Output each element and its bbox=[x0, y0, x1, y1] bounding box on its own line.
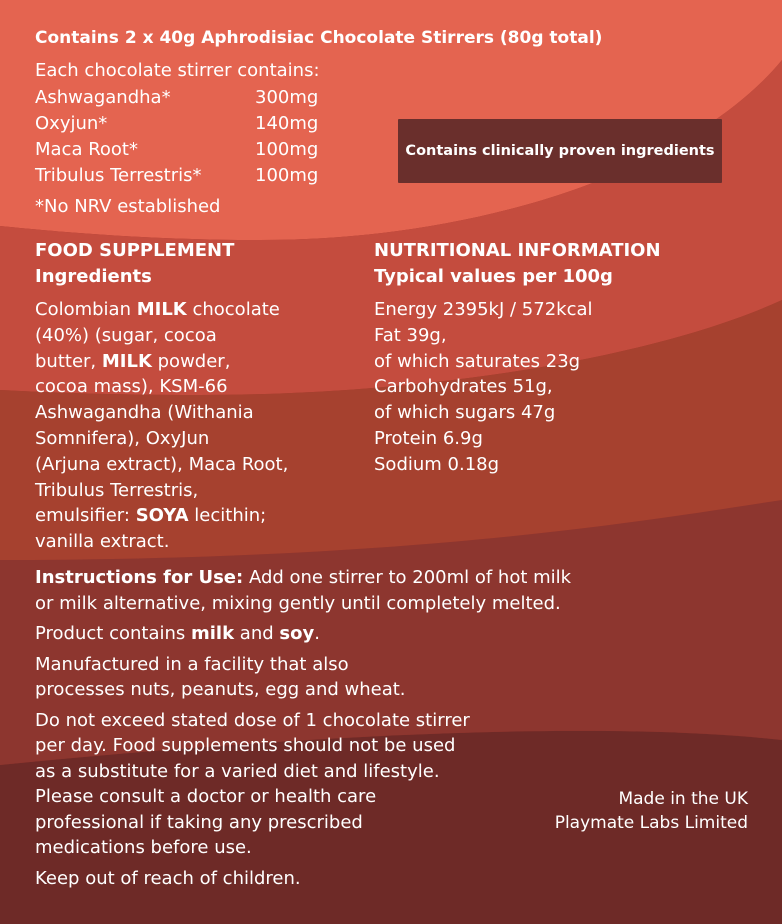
nrv-footnote: *No NRV established bbox=[35, 196, 221, 217]
nutrition-row: of which saturates 23g bbox=[374, 350, 581, 372]
ingredients-line bbox=[35, 452, 355, 478]
instruction-line bbox=[35, 652, 635, 678]
text-segment: medications before use. bbox=[35, 837, 252, 858]
nutrition-subheading: Typical values per 100g bbox=[374, 266, 613, 287]
component-row bbox=[35, 85, 318, 111]
text-segment: Ashwagandha (Withania bbox=[35, 402, 254, 424]
text-segment: (Arjuna extract), Maca Root, bbox=[35, 453, 289, 475]
component-name: Maca Root* bbox=[35, 139, 138, 160]
ingredients-line bbox=[35, 297, 355, 323]
component-row bbox=[35, 111, 318, 137]
text-segment: . bbox=[314, 623, 320, 644]
component-row bbox=[35, 137, 318, 163]
instruction-line bbox=[35, 733, 635, 759]
text-segment: emulsifier: bbox=[35, 505, 136, 527]
ingredients-line bbox=[35, 529, 355, 555]
text-segment: lecithin; bbox=[188, 505, 267, 527]
component-name: Tribulus Terrestris* bbox=[35, 165, 202, 186]
text-segment: Somnifera), OxyJun bbox=[35, 427, 210, 449]
instruction-line bbox=[35, 759, 635, 785]
ingredients-line bbox=[35, 400, 355, 426]
bold-text: milk bbox=[190, 623, 235, 644]
component-name: Oxyjun* bbox=[35, 113, 108, 134]
nutrition-heading: NUTRITIONAL INFORMATION bbox=[374, 240, 661, 261]
nutrition-row: of which sugars 47g bbox=[374, 402, 556, 424]
component-amount: 100mg bbox=[255, 139, 319, 160]
ingredients-line bbox=[35, 374, 355, 400]
text-segment: butter, bbox=[35, 350, 102, 372]
text-segment: vanilla extract. bbox=[35, 531, 170, 553]
instruction-line bbox=[35, 621, 635, 647]
instruction-paragraph bbox=[35, 866, 635, 892]
ingredients-heading: Ingredients bbox=[35, 266, 152, 287]
ingredients-line bbox=[35, 426, 355, 452]
text-segment: Colombian bbox=[35, 299, 137, 320]
text-segment: Do not exceed stated dose of 1 chocolate stirrer bbox=[35, 709, 470, 731]
component-amount: 100mg bbox=[255, 165, 319, 186]
component-row bbox=[35, 163, 318, 189]
instruction-line bbox=[35, 677, 635, 703]
components-list bbox=[35, 85, 318, 189]
instruction-paragraph bbox=[35, 652, 635, 703]
nutrition-row: Fat 39g, bbox=[374, 324, 447, 346]
ingredients-line bbox=[35, 323, 355, 349]
ingredients-line bbox=[35, 349, 355, 375]
product-title: Contains 2 x 40g Aphrodisiac Chocolate Stirrers (80g total) bbox=[35, 28, 603, 48]
text-segment: and bbox=[234, 623, 280, 644]
text-segment: as a substitute for a varied diet and lifestyle. bbox=[35, 760, 440, 782]
ingredients-line bbox=[35, 478, 355, 504]
instructions-block bbox=[35, 565, 635, 896]
text-segment: Product contains bbox=[35, 623, 191, 644]
instruction-line bbox=[35, 565, 635, 591]
text-segment: (40%) (sugar, cocoa bbox=[35, 324, 217, 346]
text-segment: Add one stirrer to 200ml of hot milk bbox=[243, 567, 572, 588]
nutrition-row: Sodium 0.18g bbox=[374, 453, 500, 475]
instruction-paragraph bbox=[35, 565, 635, 616]
bold-text: soy bbox=[279, 623, 315, 644]
ingredients-text bbox=[35, 297, 355, 555]
bold-text: Instructions for Use: bbox=[35, 567, 244, 588]
component-amount: 300mg bbox=[255, 87, 319, 108]
ingredients-line bbox=[35, 503, 355, 529]
text-segment: per day. Food supplements should not be used bbox=[35, 735, 456, 756]
instruction-line bbox=[35, 810, 635, 836]
food-supplement-heading: FOOD SUPPLEMENT bbox=[35, 240, 235, 261]
company-name: Playmate Labs Limited bbox=[554, 813, 748, 833]
made-in-uk: Made in the UK bbox=[618, 789, 748, 809]
instruction-paragraph bbox=[35, 621, 635, 647]
text-segment: professional if taking any prescribed bbox=[35, 811, 363, 833]
nutrition-row: Energy 2395kJ / 572kcal bbox=[374, 299, 593, 320]
component-amount: 140mg bbox=[255, 113, 319, 134]
text-segment: powder, bbox=[151, 350, 231, 372]
text-segment: cocoa mass), KSM-66 bbox=[35, 376, 228, 398]
bold-text: MILK bbox=[101, 350, 152, 372]
manufacturer-block bbox=[555, 787, 748, 835]
instruction-line bbox=[35, 784, 635, 810]
instruction-line bbox=[35, 835, 635, 861]
component-name: Ashwagandha* bbox=[35, 87, 171, 108]
nutrition-row: Carbohydrates 51g, bbox=[374, 376, 553, 398]
text-segment: Manufactured in a facility that also bbox=[35, 653, 349, 675]
bold-text: MILK bbox=[136, 299, 187, 320]
components-intro: Each chocolate stirrer contains: bbox=[35, 60, 320, 81]
text-segment: Tribulus Terrestris, bbox=[35, 479, 199, 501]
nutrition-list bbox=[374, 297, 593, 478]
text-segment: or milk alternative, mixing gently until completely melted. bbox=[35, 592, 561, 614]
instruction-line bbox=[35, 591, 635, 617]
clinical-badge bbox=[398, 119, 722, 183]
clinical-badge-label: Contains clinically proven ingredients bbox=[405, 143, 715, 159]
text-segment: Please consult a doctor or health care bbox=[35, 786, 377, 807]
instruction-line bbox=[35, 708, 635, 734]
nutrition-row: Protein 6.9g bbox=[374, 427, 483, 449]
instruction-line bbox=[35, 866, 635, 892]
text-segment: chocolate bbox=[186, 299, 280, 320]
text-segment: processes nuts, peanuts, egg and wheat. bbox=[35, 679, 406, 700]
text-segment: Keep out of reach of children. bbox=[35, 867, 301, 889]
instruction-paragraph bbox=[35, 708, 635, 861]
bold-text: SOYA bbox=[135, 505, 189, 527]
